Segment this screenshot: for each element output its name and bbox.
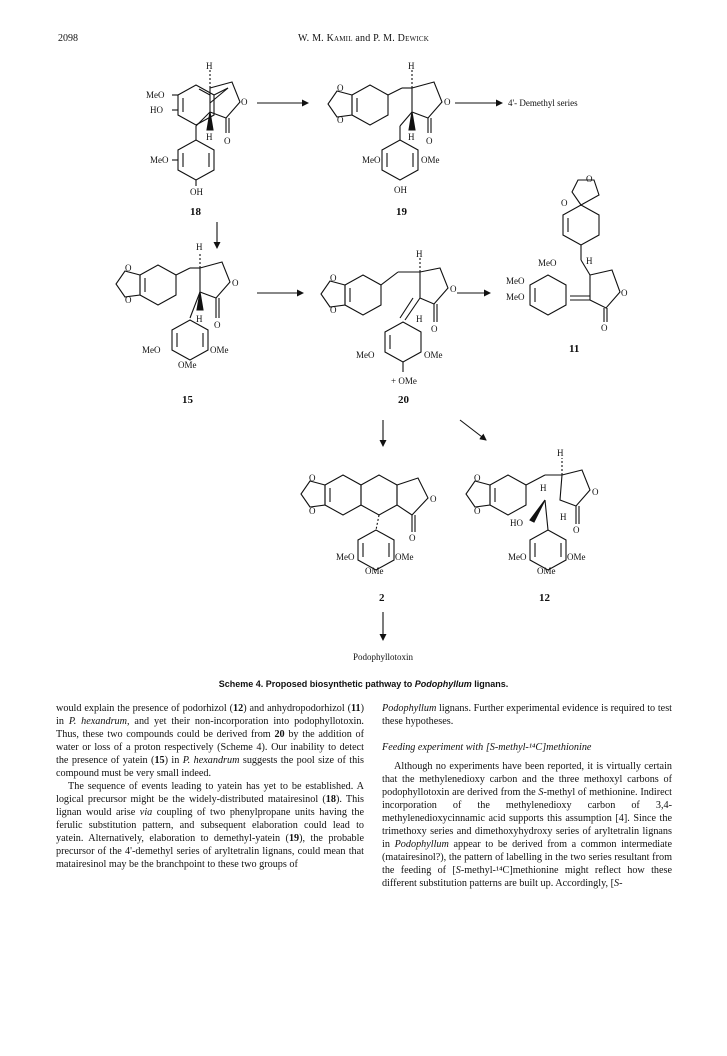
label-o: O — [214, 320, 221, 330]
label-h: H — [206, 61, 213, 71]
compound-number: 18 — [190, 206, 201, 218]
label-o: O — [431, 324, 438, 334]
label-meo: MeO — [506, 292, 525, 302]
label-o: O — [444, 97, 451, 107]
label-meo: MeO — [506, 276, 525, 286]
compound-number: 2 — [379, 592, 385, 604]
label-o: O — [337, 115, 344, 125]
label-ome: OMe — [424, 350, 443, 360]
label-h: H — [586, 256, 593, 266]
label-o: O — [586, 174, 593, 184]
compound-number: 12 — [539, 592, 550, 604]
label-ome: OMe — [395, 552, 414, 562]
label-o: O — [241, 97, 248, 107]
compound-18-structure — [172, 70, 240, 186]
arrow-20-to-12 — [460, 420, 486, 440]
label-o: O — [224, 136, 231, 146]
label-h: H — [408, 132, 415, 142]
scheme-caption: Scheme 4. Proposed biosynthetic pathway to Podophyllum lignans. — [218, 679, 509, 689]
label-o: O — [592, 487, 599, 497]
label-h: H — [196, 242, 203, 252]
label-h: H — [540, 483, 547, 493]
running-header-authors: W. M. Kamil and P. M. Dewick — [297, 33, 430, 44]
label-o: O — [409, 533, 416, 543]
compound-11-structure — [530, 180, 620, 322]
label-o: O — [621, 288, 628, 298]
label-h: H — [560, 512, 567, 522]
label-o: O — [601, 323, 608, 333]
label-demethyl-series: 4'- Demethyl series — [508, 98, 578, 108]
label-oh: OH — [394, 185, 407, 195]
label-oh: OH — [190, 187, 203, 197]
label-o: O — [426, 136, 433, 146]
label-o: O — [474, 506, 481, 516]
right-column — [382, 702, 672, 890]
paragraph: would explain the presence of podorhizol (12) and anhydropodorhizol (11) in P. hexandrum, and yet their non-incorporation into podophyllotoxin. Thus, these two compounds could be derived from 20 by the addition of water or loss of a proton respectively (Scheme 4). Our inability to detect the presence of yatein (15) in P. hexandrum suggests the pool size of this compound must be very small indeed. — [56, 703, 364, 779]
compound-15-structure — [116, 252, 230, 360]
label-o: O — [125, 295, 132, 305]
paragraph: The sequence of events leading to yatein has yet to be established. A logical precursor might be the widely-distributed matairesinol (18). This lignan would arise via coupling of two phenylpropane units having the ferulic substitution pattern, and subsequent elaboration could lead to yatein. Alternatively, elaboration to demethyl-yatein (19), the probable precursor of the 4'-demethyl series of aryltetralin lignans, could mean that matairesinol may be the branchpoint to these two groups of — [56, 781, 365, 870]
label-ome: OMe — [210, 345, 229, 355]
label-meo: MeO — [146, 90, 165, 100]
label-ome: OMe — [421, 155, 440, 165]
label-meo: MeO — [142, 345, 161, 355]
label-o: O — [309, 506, 316, 516]
label-o: O — [337, 83, 344, 93]
label-meo: MeO — [356, 350, 375, 360]
label-ome: OMe — [567, 552, 586, 562]
compound-number: 19 — [396, 206, 407, 218]
compound-number: 15 — [182, 394, 193, 406]
label-h: H — [416, 314, 423, 324]
label-h: H — [408, 61, 415, 71]
compound-number: 20 — [398, 394, 409, 406]
label-h: H — [557, 448, 564, 458]
label-meo: MeO — [336, 552, 355, 562]
label-o: O — [330, 305, 337, 315]
label-h: H — [206, 132, 213, 142]
label-podophyllotoxin: Podophyllotoxin — [352, 652, 414, 662]
label-h: H — [196, 314, 203, 324]
label-ome: OMe — [365, 566, 384, 576]
label-ome: OMe — [178, 360, 197, 370]
label-o: O — [450, 284, 457, 294]
label-ho: HO — [150, 105, 163, 115]
label-o: O — [232, 278, 239, 288]
label-ho: HO — [510, 518, 523, 528]
label-o: O — [430, 494, 437, 504]
label-meo: MeO — [362, 155, 381, 165]
paragraph: Podophyllum lignans. Further experimental evidence is required to test these hypotheses. — [382, 703, 672, 727]
label-meo: MeO — [508, 552, 527, 562]
section-subheading: Feeding experiment with [S-methyl-¹⁴C]methionine — [382, 742, 592, 753]
label-plus-ome: + OMe — [391, 376, 417, 386]
label-o: O — [330, 273, 337, 283]
label-o: O — [573, 525, 580, 535]
label-o: O — [125, 263, 132, 273]
label-h: H — [416, 249, 423, 259]
left-column — [56, 702, 364, 871]
compound-number: 11 — [569, 343, 580, 355]
page-number: 2098 — [58, 33, 78, 44]
label-o: O — [474, 473, 481, 483]
label-meo: MeO — [150, 155, 169, 165]
label-o: O — [309, 473, 316, 483]
paragraph: Although no experiments have been reported, it is virtually certain that the methylenedioxy carbon and the three methoxyl carbons of podophyllotoxin are derived from the S-methyl of methionine. Indirect incorporation of the methylenedioxy carbon of 3,4-methylenedioxycinnamic acid supports this assumption [4]. Since the trimethoxy series and dimethoxyhydroxy series of aryltetralin lignans in Podophyllum appear to be derived from a common intermediate (matairesinol?), the pattern of labelling in the two series resultant from the feeding of [S-methyl-¹⁴C]methionine might reflect how these different substitution patterns are built up. Accordingly, [S- — [382, 761, 673, 889]
label-ome: OMe — [537, 566, 556, 576]
label-meo: MeO — [538, 258, 557, 268]
label-o: O — [561, 198, 568, 208]
